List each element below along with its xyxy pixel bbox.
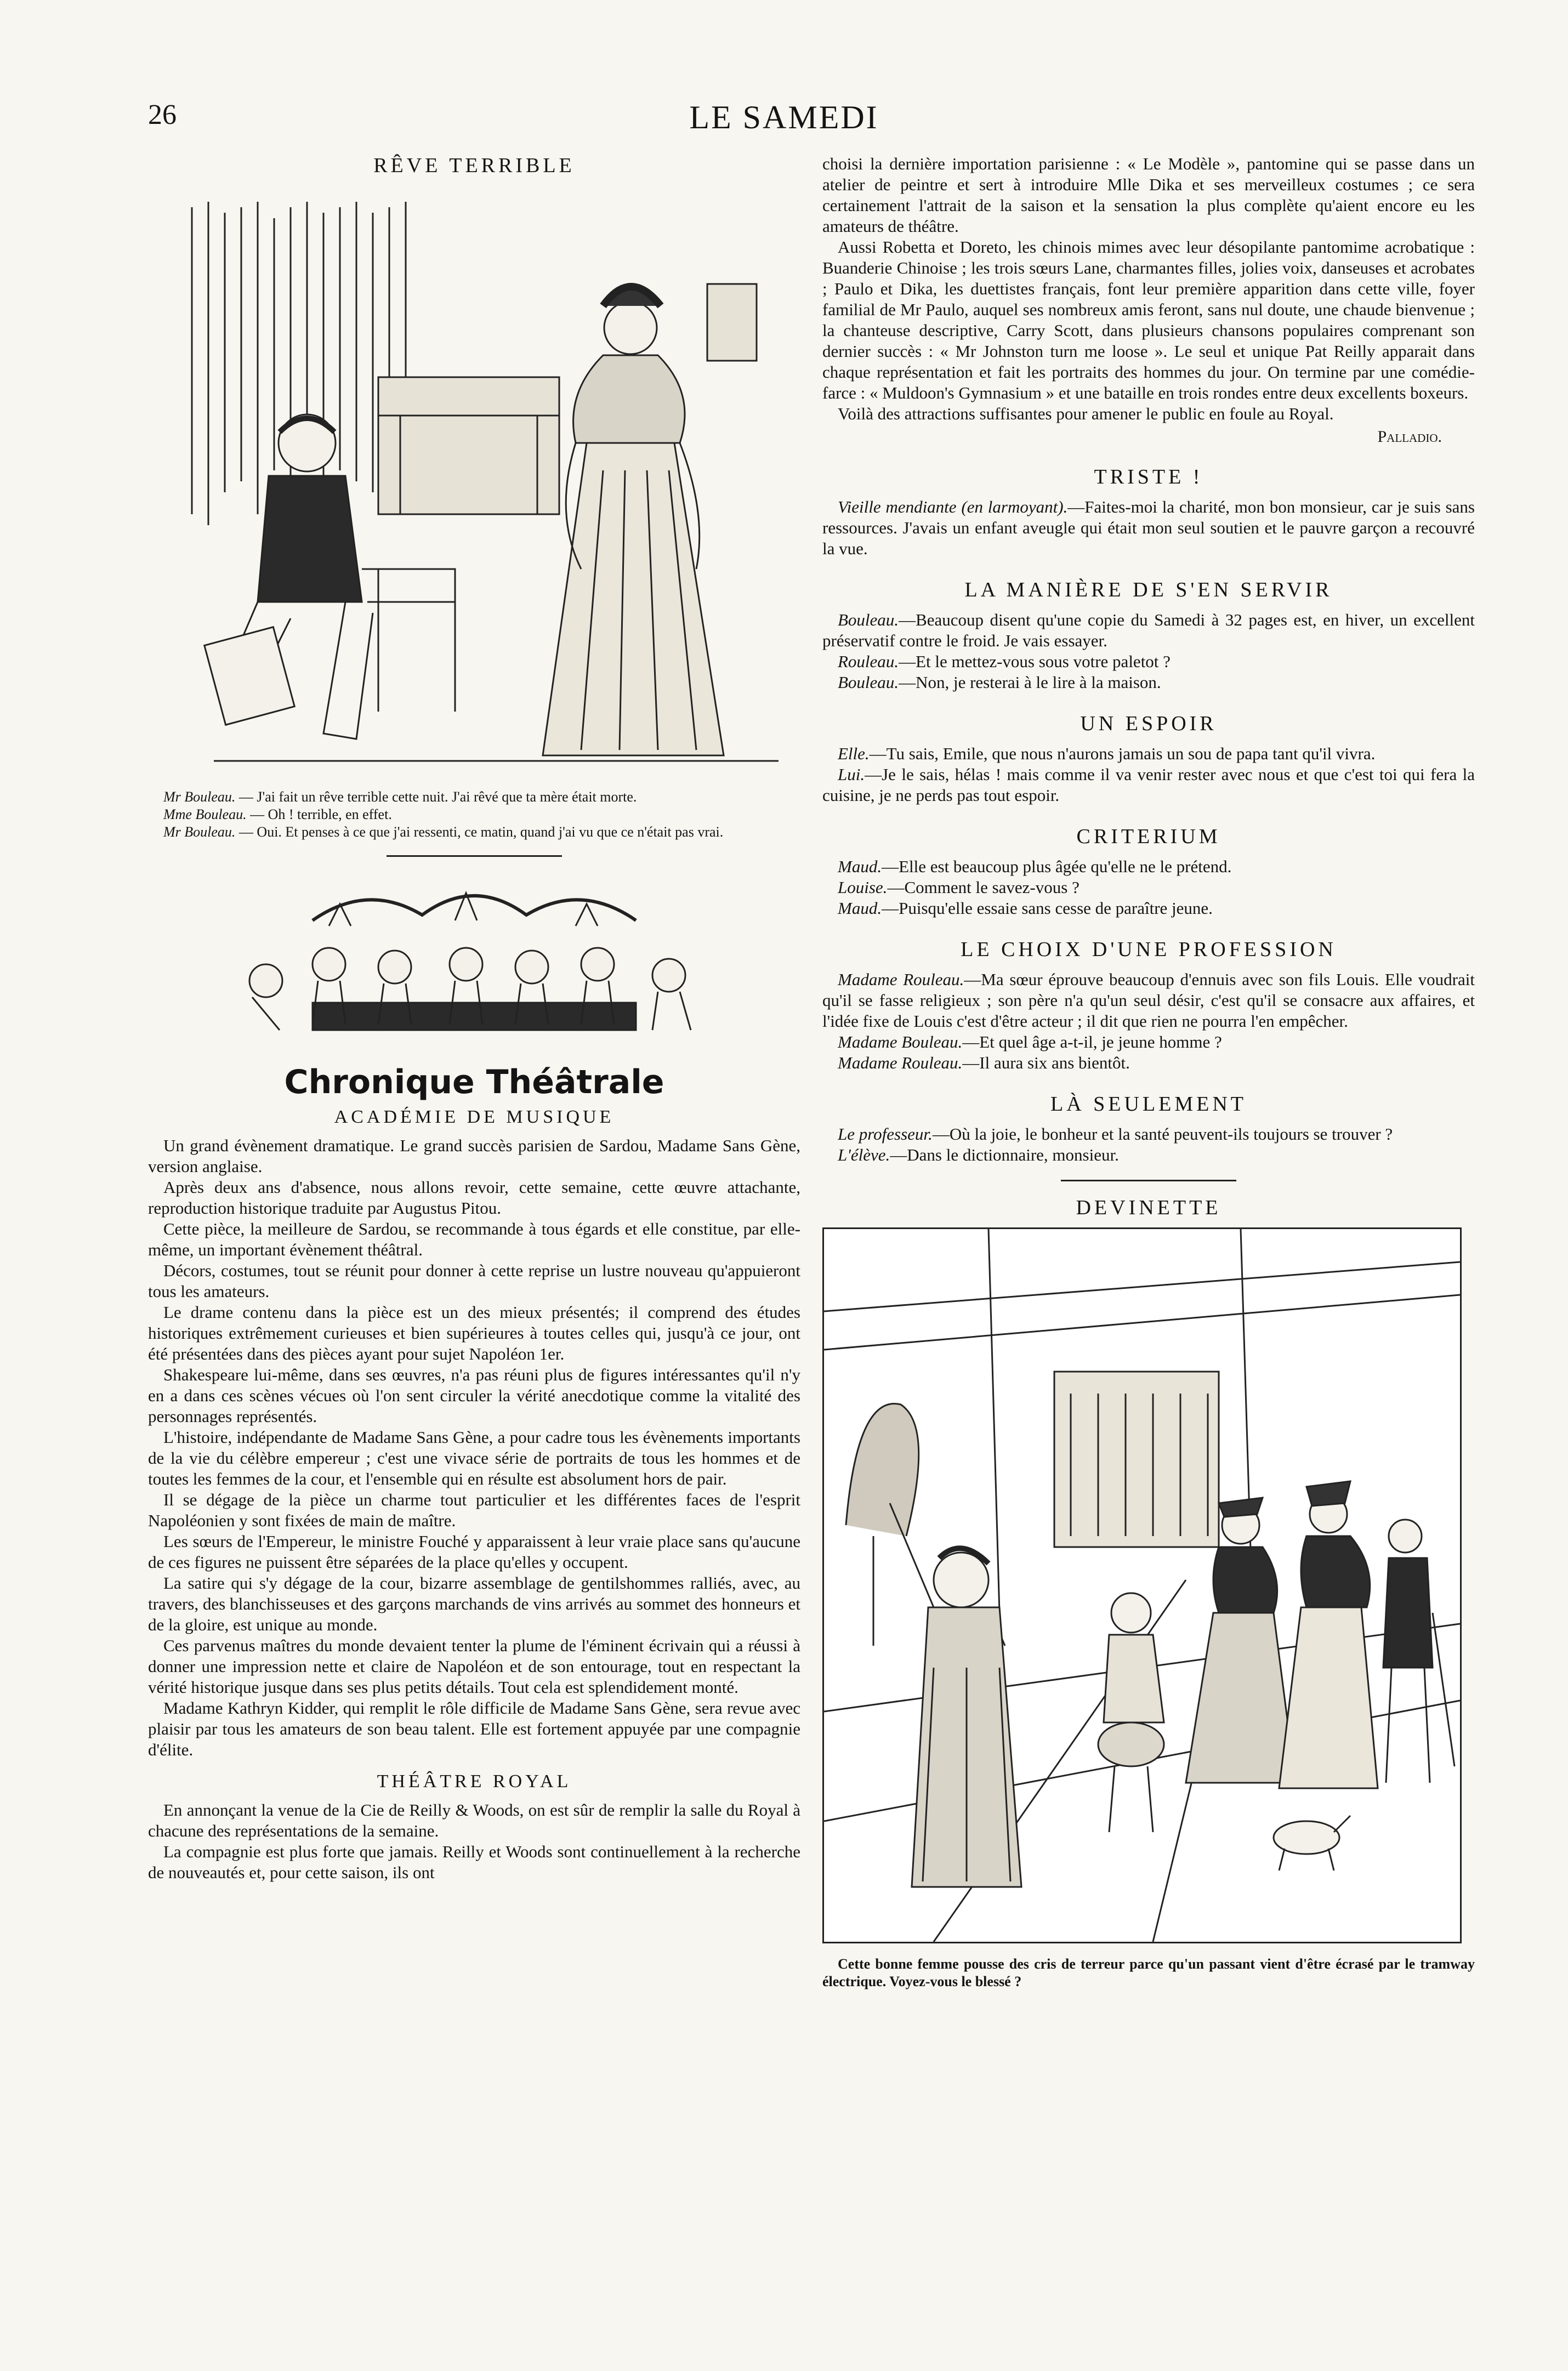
devinette-illustration: [822, 1227, 1462, 1943]
reve-line: [148, 806, 800, 823]
espoir-section: [822, 712, 1475, 806]
dialog-line: [822, 497, 1475, 559]
criterium-title: CRITERIUM: [1076, 825, 1221, 848]
seulement-title: LÀ SEULEMENT: [1050, 1093, 1247, 1116]
street-scene-engraving: [824, 1229, 1460, 1942]
paragraph: Un grand évènement dramatique. Le grand succès parisien de Sardou, Madame Sans Gène, version anglaise.: [148, 1136, 800, 1176]
dialog-line: [822, 856, 1475, 877]
paragraph: Cette pièce, la meilleure de Sardou, se recommande à tous égards et elle constitue, par elle-même, un important évènement théâtral.: [148, 1219, 800, 1259]
line-text: —Ma sœur éprouve beaucoup d'ennuis avec son fils Louis. Elle voudrait qu'il se fasse religieux ; son père n'a qu'un seul désir, c'est qu'il se consacre aux affaires, et l'idée fixe de Louis c'est d'être acteur ; il dit que rien ne pourra l'en empêcher.: [822, 970, 1475, 1031]
line-text: —Tu sais, Emile, que nous n'aurons jamais un sou de papa tant qu'il vivra.: [869, 744, 1376, 763]
page-number: 26: [148, 99, 177, 130]
speaker: Rouleau.: [838, 652, 899, 671]
dialog-line: [822, 1145, 1475, 1165]
reve-engraving: [148, 185, 800, 777]
dialog-line: [822, 610, 1475, 651]
speaker: Madame Rouleau.: [838, 1053, 963, 1072]
paragraph: La compagnie est plus forte que jamais. Reilly et Woods sont continuellement à la recherche de nouveautés et, pour cette saison, ils ont: [148, 1842, 800, 1882]
paragraph: Aussi Robetta et Doreto, les chinois mimes avec leur désopilante pantomime acrobatique : Buanderie Chinoise ; les trois sœurs Lane, charmantes filles, jolies voix, danseuses et acrobates ; Paulo et Dika, les duettistes français, font leur première apparition dans cette ville, foyer familial de Mr Paulo, auquel ses nombreux amis feront, sans nul doute, une chaude bienvenue ; la chanteuse descriptive, Carry Scott, dans plusieurs chansons populaires comprenant son dernier succès : « Mr Johnston turn me loose ». Le seul et unique Pat Reilly apparait dans chaque représentation et fait les portraits des hommes du jour. On termine par une comédie-farce : « Muldoon's Gymnasium » et une bataille en trois rondes entre deux excellents boxeurs.: [822, 237, 1475, 402]
paragraph: Après deux ans d'absence, nous allons revoir, cette semaine, cette œuvre attachante, reproduction historique traduite par Augustus Pitou.: [148, 1178, 800, 1218]
speaker: Maud.: [838, 857, 882, 876]
speaker: Bouleau.: [838, 610, 899, 629]
speaker: Mr Bouleau.: [163, 789, 236, 805]
cherub-ornament: [148, 871, 800, 1052]
dialog-line: [822, 1124, 1475, 1145]
dialog-line: [822, 877, 1475, 898]
seulement-section: [822, 1092, 1475, 1165]
reve-line: [148, 823, 800, 841]
chronique-body: [148, 1135, 800, 1760]
line-text: —Dans le dictionnaire, monsieur.: [890, 1145, 1119, 1164]
speaker: Bouleau.: [838, 673, 899, 692]
speaker: Madame Bouleau.: [838, 1032, 963, 1051]
dialog-line: [822, 651, 1475, 672]
running-title: LE SAMEDI: [689, 99, 879, 135]
paragraph: L'histoire, indépendante de Madame Sans Gène, a pour cadre tous les évènements importants de la vie du célèbre empereur ; c'est une vivace série de portraits de tous les hommes et de toutes les femmes de la cour, et l'ensemble qui en résulte est absolument hors de pair.: [148, 1428, 800, 1488]
triste-title: TRISTE !: [1094, 465, 1203, 488]
paragraph: choisi la dernière importation parisienne : « Le Modèle », pantomine qui se passe dans un atelier de peintre et sert à introduire Mlle Dika et ses merveilleux costumes ; ce sera certainement l'attrait de la saison et la sensation la plus complète qu'aient encore eu les amateurs de théâtre.: [822, 154, 1475, 236]
speaker: Louise.: [838, 878, 888, 897]
speaker: Mme Bouleau.: [163, 806, 247, 822]
reve-dialogue: [148, 788, 800, 841]
triste-section: [822, 465, 1475, 559]
line-text: —Faites-moi la charité, mon bon monsieur, car je suis sans ressources. J'avais un enfant aveugle qui était mon seul soutien et le pauvre garçon a recouvré la vue.: [822, 497, 1475, 558]
dialog-line: [822, 743, 1475, 764]
paragraph: Shakespeare lui-même, dans ses œuvres, n'a pas réuni plus de figures intéressantes qu'il n'y en a dans ces scènes vécues où l'on sent circuler la vérité anecdotique comme la vitalité des personnages représentés.: [148, 1365, 800, 1426]
reve-line: [148, 788, 800, 806]
devinette-section: [822, 1196, 1475, 1991]
espoir-title: UN ESPOIR: [1080, 712, 1217, 735]
line-text: —Je le sais, hélas ! mais comme il va venir rester avec nous et que c'est toi qui fera la cuisine, je ne perds pas tout espoir.: [822, 765, 1475, 805]
left-column: [148, 153, 800, 1883]
paragraph: Voilà des attractions suffisantes pour amener le public en foule au Royal.: [838, 404, 1334, 423]
devinette-title: DEVINETTE: [1076, 1196, 1222, 1219]
line-text: — Oui. Et penses à ce que j'ai ressenti, ce matin, quand j'ai vu que ce n'était pas vrai.: [235, 824, 724, 840]
line-text: —Elle est beaucoup plus âgée qu'elle ne le prétend.: [882, 857, 1232, 876]
chronique-subtitle: ACADÉMIE DE MUSIQUE: [334, 1107, 615, 1127]
speaker: Maud.: [838, 899, 882, 918]
right-column: [822, 153, 1475, 1991]
line-text: —Il aura six ans bientôt.: [962, 1053, 1130, 1072]
speaker: Madame Rouleau.: [838, 970, 964, 989]
line-text: —Puisqu'elle essaie sans cesse de paraître jeune.: [882, 899, 1213, 918]
speaker: Vieille mendiante (en larmoyant).: [838, 497, 1068, 516]
speaker: Lui.: [838, 765, 865, 784]
signature: Palladio.: [1377, 428, 1442, 446]
line-text: —Comment le savez-vous ?: [887, 878, 1080, 897]
choix-title: LE CHOIX D'UNE PROFESSION: [961, 938, 1337, 961]
paragraph: En annonçant la venue de la Cie de Reilly & Woods, on est sûr de remplir la salle du Royal à chacune des représentations de la semaine.: [148, 1800, 800, 1840]
chronique-title: Chronique Théâtrale: [284, 1063, 664, 1101]
page-header: [0, 0, 1568, 135]
paragraph: Le drame contenu dans la pièce est un des mieux présentés; il comprend des études historiques extrêmement curieuses et bien supérieures à toutes celles qui, jusqu'à ce jour, ont été présentées dans des pièces ayant pour sujet Napoléon 1er.: [148, 1303, 800, 1363]
reve-title: RÊVE TERRIBLE: [373, 154, 575, 177]
dialog-line: [822, 764, 1475, 806]
speaker: Mr Bouleau.: [163, 824, 236, 840]
paragraph: Décors, costumes, tout se réunit pour donner à cette reprise un lustre nouveau qu'appuieront tous les amateurs.: [148, 1261, 800, 1301]
line-text: —Non, je resterai à le lire à la maison.: [899, 673, 1161, 692]
dialog-line: [822, 898, 1475, 919]
divider-rule: [1061, 1180, 1236, 1181]
line-text: — J'ai fait un rêve terrible cette nuit. J'ai rêvé que ta mère était morte.: [235, 789, 637, 805]
dialog-line: [822, 969, 1475, 1032]
dialog-line: [822, 1053, 1475, 1073]
paragraph: Madame Kathryn Kidder, qui remplit le rôle difficile de Madame Sans Gène, sera revue avec plaisir par tous les amateurs de son beau talent. Elle est fortement appuyée par une compagnie d'élite.: [148, 1698, 800, 1759]
line-text: —Et quel âge a-t-il, je jeune homme ?: [962, 1032, 1222, 1051]
line-text: —Beaucoup disent qu'une copie du Samedi à 32 pages est, en hiver, un excellent préservatif contre le froid. Je vais essayer.: [822, 610, 1475, 650]
royal-continued: [822, 153, 1475, 446]
line-text: —Où la joie, le bonheur et la santé peuvent-ils toujours se trouver ?: [932, 1124, 1393, 1144]
dialog-line: [822, 672, 1475, 693]
paragraph: Les sœurs de l'Empereur, le ministre Fouché y apparaissent à leur vraie place sans qu'aucune de ces figures ne puissent être séparées de la place qu'elles y occupent.: [148, 1532, 800, 1572]
speaker: Le professeur.: [838, 1124, 933, 1144]
speaker: Elle.: [838, 744, 870, 763]
maniere-section: [822, 578, 1475, 693]
maniere-title: LA MANIÈRE DE S'EN SERVIR: [964, 578, 1333, 601]
paragraph: La satire qui s'y dégage de la cour, bizarre assemblage de gentilshommes ralliés, avec, au travers, des blanchisseuses et des garçons marchands de vins arrivés au sommet des honneurs et de la gloire, est unique au monde.: [148, 1573, 800, 1634]
royal-title: THÉÂTRE ROYAL: [377, 1771, 572, 1792]
dialog-line: [822, 1032, 1475, 1053]
cherub-vignette: [148, 871, 800, 1052]
royal-body: [148, 1800, 800, 1883]
line-text: — Oh ! terrible, en effet.: [246, 806, 392, 822]
criterium-section: [822, 825, 1475, 919]
speaker: L'élève.: [838, 1145, 890, 1164]
divider-rule: [387, 855, 562, 857]
paragraph: Ces parvenus maîtres du monde devaient tenter la plume de l'éminent écrivain qui a réussi à donner une impression nette et claire de Napoléon et de son entourage, tout en respectant la vérité historique jusque dans ses plus petits détails. Tout cela est splendidement monté.: [148, 1636, 800, 1697]
choix-section: [822, 937, 1475, 1073]
reve-illustration: [148, 185, 800, 777]
line-text: —Et le mettez-vous sous votre paletot ?: [899, 652, 1171, 671]
devinette-caption: Cette bonne femme pousse des cris de terreur parce qu'un passant vient d'être écrasé par le tramway électrique. Voyez-vous le blessé ?: [822, 1956, 1475, 1989]
paragraph: Il se dégage de la pièce un charme tout particulier et les différentes faces de l'esprit Napoléonien y sont fixées de main de maître.: [148, 1490, 800, 1530]
